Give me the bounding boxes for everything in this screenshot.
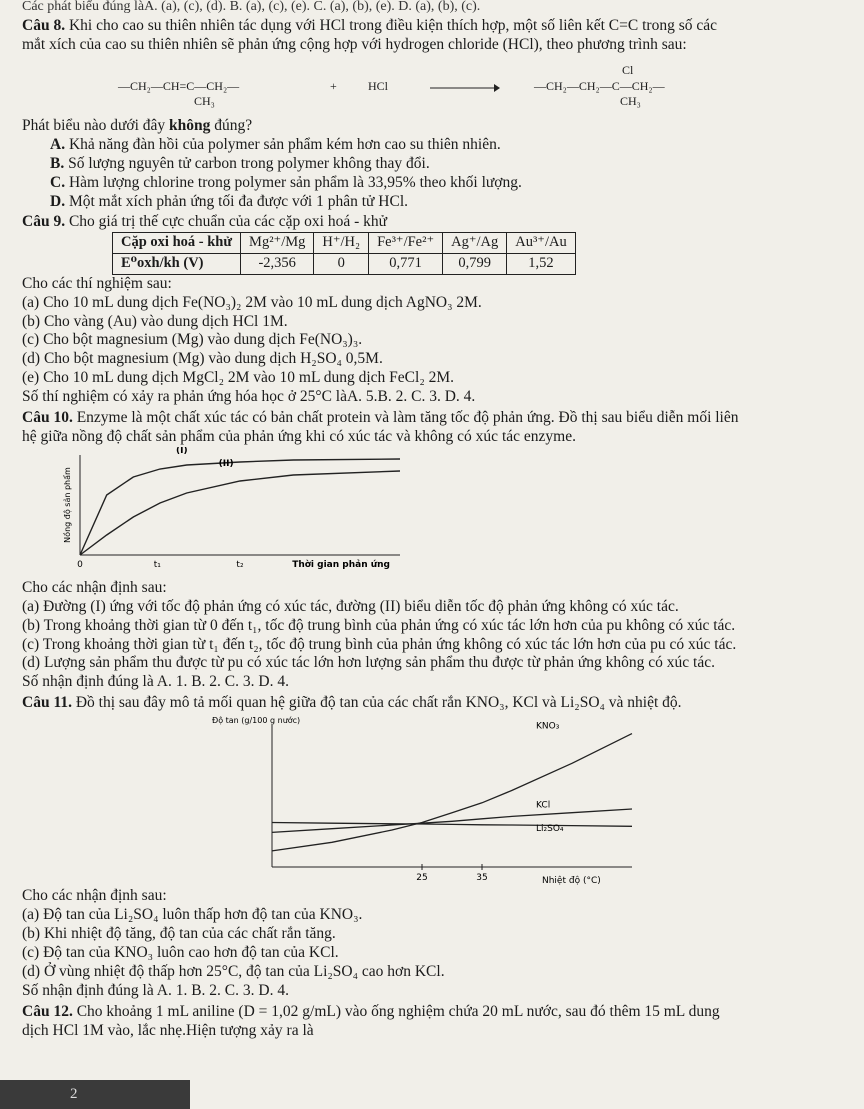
q8-stem-1: Câu 8. Khi cho cao su thiên nhiên tác dụng với HCl trong điều kiện thích hợp, một số liên kết C=C trong số các [22, 17, 717, 35]
q9-item-a: (a) Cho 10 mL dung dịch Fe(NO₃)₂ 2M vào 10 mL dung dịch AgNO₃ 2M. [22, 293, 482, 311]
q8-prompt: Phát biểu nào dưới đây không đúng? [22, 116, 253, 134]
q12-stem-2: dịch HCl 1M vào, lắc nhẹ.Hiện tượng xảy ra là [22, 1021, 314, 1039]
q8-stem-2: mắt xích của cao su thiên nhiên sẽ phản ứng cộng hợp với hydrogen chloride (HCl), theo phương trình sau: [22, 35, 687, 53]
x-tick-label: 0 [77, 559, 83, 570]
q11-item-d: (d) Ở vùng nhiệt độ thấp hơn 25°C, độ tan của Li₂SO₄ cao hơn KCl. [22, 962, 445, 980]
table-header-cell: H⁺/H₂ [314, 233, 369, 254]
table-row [113, 254, 576, 275]
q10-intro: Cho các nhận định sau: [22, 578, 167, 596]
x-tick-label: t₂ [236, 559, 244, 570]
q10-item-c: (c) Trong khoảng thời gian từ t₁ đến t₂, tốc độ trung bình của phản ứng không có xúc tác lớn hơn của pu có xúc tác. [22, 635, 737, 653]
table-header-cell: Fe³⁺/Fe²⁺ [369, 233, 443, 254]
table-header-cell: Ag⁺/Ag [443, 233, 507, 254]
series-label: (I) [176, 446, 188, 456]
q10-stem-1: Câu 10. Enzyme là một chất xúc tác có bản chất protein và làm tăng tốc độ phản ứng. Đồ thị sau biểu diễn mối liên [22, 409, 739, 427]
q9-stem: Câu 9. Cho giá trị thế cực chuẩn của các cặp oxi hoá - khử [22, 213, 388, 231]
q9-item-e: (e) Cho 10 mL dung dịch MgCl₂ 2M vào 10 mL dung dịch FeCl₂ 2M. [22, 369, 455, 387]
series-label: KCl [536, 800, 551, 811]
exam-page [22, 0, 852, 1040]
q8-option-d: D. Một mắt xích phản ứng tối đa được với 1 phân tử HCl. [50, 192, 409, 210]
table-header-cell: Cặp oxi hoá - khử [113, 233, 241, 254]
table-cell: -2,356 [241, 254, 314, 275]
q11-item-a: (a) Độ tan của Li₂SO₄ luôn thấp hơn độ tan của KNO₃. [22, 906, 363, 924]
q11-item-c: (c) Độ tan của KNO₃ luôn cao hơn độ tan của KCl. [22, 943, 339, 961]
series-line-3 [272, 823, 632, 827]
redox-potential-table [112, 232, 576, 274]
q9-item-c: (c) Cho bột magnesium (Mg) vào dung dịch Fe(NO₃)₃. [22, 331, 363, 349]
q10-item-d: (d) Lượng sản phẩm thu được từ pu có xúc tác lớn hơn lượng sản phẩm thu được từ phản ứng không có xúc tác. [22, 654, 715, 672]
table-cell: 1,52 [507, 254, 575, 275]
q8-option-a: A. Khả năng đàn hồi của polymer sản phẩm kém hơn cao su thiên nhiên. [50, 135, 501, 153]
reaction-product-methyl: CH₃ [620, 93, 641, 108]
q8-option-c: C. Hàm lượng chlorine trong polymer sản phẩm là 33,95% theo khối lượng. [50, 173, 522, 191]
table-header-row [113, 233, 576, 254]
x-tick-label: t₁ [153, 559, 161, 570]
enzyme-chart-container [22, 447, 852, 579]
table-cell: 0,771 [369, 254, 443, 275]
q10-stem-2: hệ giữa nồng độ chất sản phẩm của phản ứng khi có xúc tác và không có xúc tác enzyme. [22, 427, 576, 445]
table-header-cell: Mg²⁺/Mg [241, 233, 314, 254]
table-cell: 0,799 [443, 254, 507, 275]
q11-intro: Cho các nhận định sau: [22, 887, 167, 905]
q10-item-b: (b) Trong khoảng thời gian từ 0 đến t₁, tốc độ trung bình của phản ứng có xúc tác lớn hơn của pu không có xúc tác. [22, 616, 736, 634]
table-header-cell: Au³⁺/Au [507, 233, 575, 254]
y-axis-label: Nồng độ sản phẩm [63, 467, 72, 543]
x-axis-label: Thời gian phản ứng [292, 559, 390, 570]
q10-item-a: (a) Đường (I) ứng với tốc độ phản ứng có xúc tác, đường (II) biểu diễn tốc độ phản ứng không có xúc tác. [22, 597, 679, 615]
reaction-plus: + [330, 78, 337, 93]
q11-stem: Câu 11. Đồ thị sau đây mô tả mối quan hệ giữa độ tan của các chất rắn KNO₃, KCl và Li₂SO₄ và nhiệt độ. [22, 694, 682, 712]
q12-stem-1: Câu 12. Cho khoảng 1 mL aniline (D = 1,02 g/mL) vào ống nghiệm chứa 20 mL nước, sau đó thêm 15 mL dung [22, 1002, 720, 1020]
x-tick-label: 35 [476, 873, 488, 884]
solubility-chart-container [22, 713, 852, 887]
series-label: KNO₃ [536, 721, 560, 732]
reaction-arrow-icon [430, 83, 500, 93]
q10-question: Số nhận định đúng là A. 1. B. 2. C. 3. D. 4. [22, 673, 289, 691]
q9-intro: Cho các thí nghiệm sau: [22, 274, 172, 292]
reaction-reagent: HCl [368, 78, 389, 93]
q11-item-b: (b) Khi nhiệt độ tăng, độ tan của các chất rắn tăng. [22, 925, 336, 943]
reaction-reactant: —CH₂—CH=C—CH₂— [118, 78, 240, 93]
series-label: (II) [218, 458, 234, 469]
series-line-1 [272, 734, 632, 851]
previous-answer-line: Các phát biểu đúng làA. (a), (c), (d). B. (a), (c), (e). C. (a), (b), (e). D. (a), (b), (c). [22, 0, 481, 14]
table-row-label: E⁰oxh/kh (V) [113, 254, 241, 275]
reaction-product-chlorine: Cl [622, 62, 634, 77]
x-tick-label: 25 [416, 873, 428, 884]
series-line-2 [80, 471, 400, 555]
enzyme-reaction-chart [22, 447, 422, 579]
q8-option-b: B. Số lượng nguyên tử carbon trong polymer không thay đổi. [50, 154, 430, 172]
series-label: Li₂SO₄ [536, 824, 564, 835]
reaction-product: —CH₂—CH₂—C—CH₂— [534, 78, 665, 93]
solubility-chart [22, 713, 662, 887]
q9-item-d: (d) Cho bột magnesium (Mg) vào dung dịch H₂SO₄ 0,5M. [22, 350, 383, 368]
reaction-reactant-methyl: CH₃ [194, 93, 215, 108]
q8-reaction-equation [22, 55, 852, 117]
y-axis-label: Độ tan (g/100 g nước) [212, 716, 301, 726]
page-number: 2 [0, 1080, 190, 1109]
q11-question: Số nhận định đúng là A. 1. B. 2. C. 3. D. 4. [22, 981, 289, 999]
q9-item-b: (b) Cho vàng (Au) vào dung dịch HCl 1M. [22, 312, 288, 330]
table-cell: 0 [314, 254, 369, 275]
x-axis-label: Nhiệt độ (°C) [542, 876, 601, 887]
q9-question: Số thí nghiệm có xảy ra phản ứng hóa học ở 25°C làA. 5.B. 2. C. 3. D. 4. [22, 388, 476, 406]
